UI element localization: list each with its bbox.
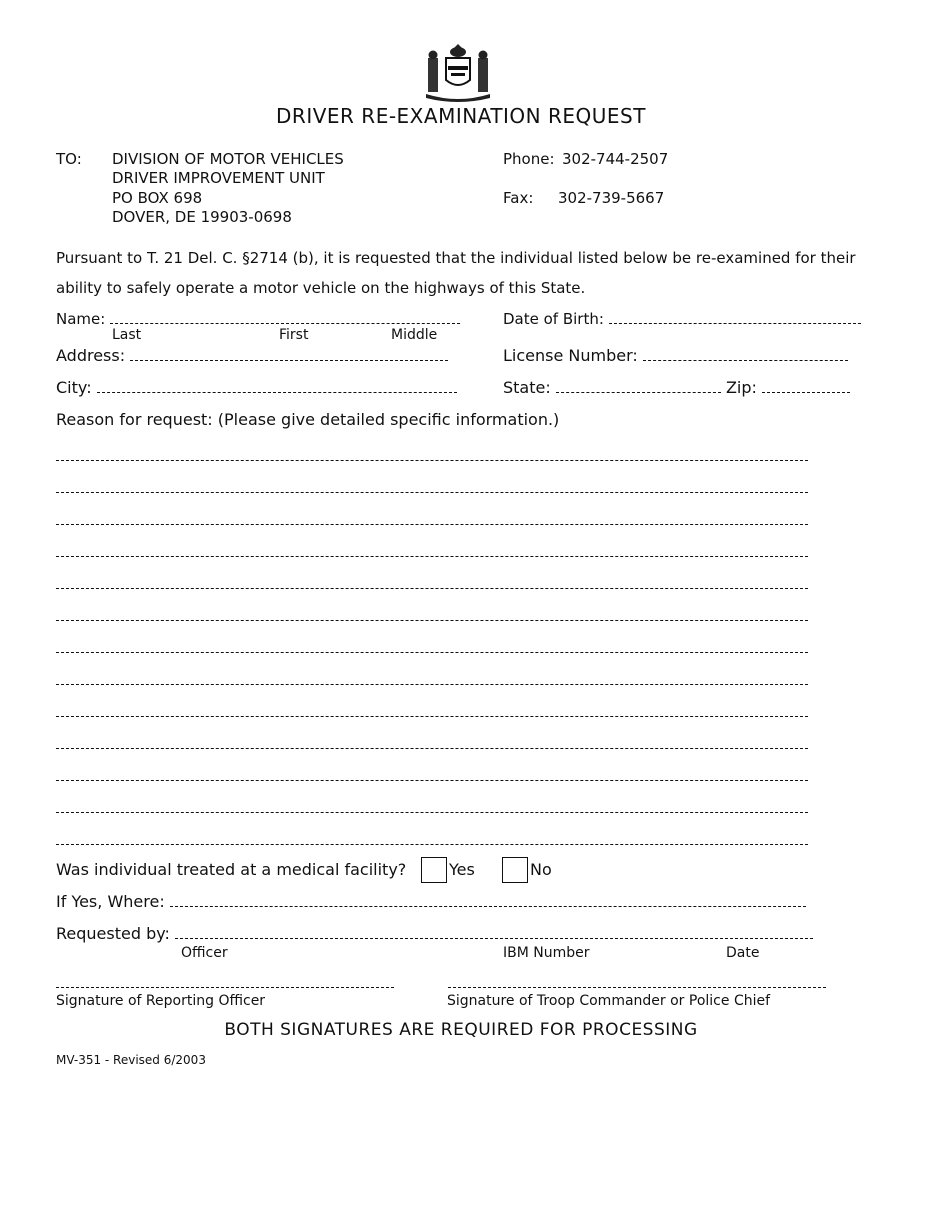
- address-line: DIVISION OF MOTOR VEHICLES: [112, 150, 344, 168]
- state-label: State:: [503, 378, 551, 397]
- signatures-notice: BOTH SIGNATURES ARE REQUIRED FOR PROCESSING: [224, 1020, 698, 1040]
- reporting-signature-field[interactable]: [56, 987, 394, 988]
- fax-number: 302-739-5667: [558, 189, 665, 207]
- name-sub-middle: Middle: [391, 327, 438, 343]
- reason-line[interactable]: [56, 844, 808, 845]
- medical-no-label: No: [530, 860, 552, 879]
- reason-line[interactable]: [56, 492, 808, 493]
- state-field[interactable]: [556, 378, 721, 393]
- commander-signature-field[interactable]: [448, 987, 826, 988]
- zip-field[interactable]: [762, 378, 850, 393]
- reason-line[interactable]: [56, 684, 808, 685]
- dob-label: Date of Birth:: [503, 310, 604, 328]
- reason-line[interactable]: [56, 556, 808, 557]
- address-line: DRIVER IMPROVEMENT UNIT: [112, 169, 325, 187]
- medical-yes-label: Yes: [449, 860, 475, 879]
- name-sub-first: First: [279, 327, 309, 343]
- to-label: TO:: [56, 150, 82, 168]
- requested-sub-ibm: IBM Number: [503, 945, 590, 961]
- phone-number: 302-744-2507: [562, 150, 669, 168]
- license-field[interactable]: [643, 346, 848, 361]
- medical-yes-checkbox[interactable]: [421, 857, 447, 883]
- phone-label: Phone:: [503, 150, 555, 168]
- reason-line[interactable]: [56, 780, 808, 781]
- requested-sub-date: Date: [726, 945, 760, 961]
- requested-field[interactable]: [175, 924, 813, 939]
- license-label: License Number:: [503, 346, 638, 365]
- statement-line: ability to safely operate a motor vehicle on the highways of this State.: [56, 279, 586, 297]
- reason-line[interactable]: [56, 460, 808, 461]
- dob-field[interactable]: [609, 309, 861, 324]
- requested-sub-officer: Officer: [181, 945, 228, 961]
- reason-line[interactable]: [56, 748, 808, 749]
- medical-no-checkbox[interactable]: [502, 857, 528, 883]
- reason-line[interactable]: [56, 652, 808, 653]
- reason-line[interactable]: [56, 716, 808, 717]
- city-label: City:: [56, 378, 92, 397]
- name-label: Name:: [56, 310, 106, 328]
- city-field[interactable]: [97, 378, 457, 393]
- reason-line[interactable]: [56, 620, 808, 621]
- page-title: DRIVER RE-EXAMINATION REQUEST: [276, 104, 646, 128]
- zip-label: Zip:: [725, 378, 757, 397]
- reason-label: Reason for request: (Please give detailed specific information.): [56, 410, 560, 429]
- statement-line: Pursuant to T. 21 Del. C. §2714 (b), it is requested that the individual listed below be re-examined for their: [56, 249, 856, 267]
- state-seal-icon: [424, 44, 492, 102]
- address-label: Address:: [56, 346, 126, 365]
- form-id: MV-351 - Revised 6/2003: [56, 1053, 206, 1067]
- address-line: DOVER, DE 19903-0698: [112, 208, 292, 226]
- requested-label: Requested by:: [56, 924, 170, 943]
- address-line: PO BOX 698: [112, 189, 203, 207]
- reporting-signature-label: Signature of Reporting Officer: [56, 993, 266, 1009]
- reason-line[interactable]: [56, 524, 808, 525]
- commander-signature-label: Signature of Troop Commander or Police Chief: [447, 993, 771, 1009]
- address-field[interactable]: [130, 346, 448, 361]
- medical-question: Was individual treated at a medical facility?: [56, 860, 407, 879]
- where-label: If Yes, Where:: [56, 892, 165, 911]
- reason-line[interactable]: [56, 812, 808, 813]
- where-field[interactable]: [170, 892, 806, 907]
- name-field[interactable]: [110, 309, 460, 324]
- name-sub-last: Last: [112, 327, 142, 343]
- fax-label: Fax:: [503, 189, 534, 207]
- reason-line[interactable]: [56, 588, 808, 589]
